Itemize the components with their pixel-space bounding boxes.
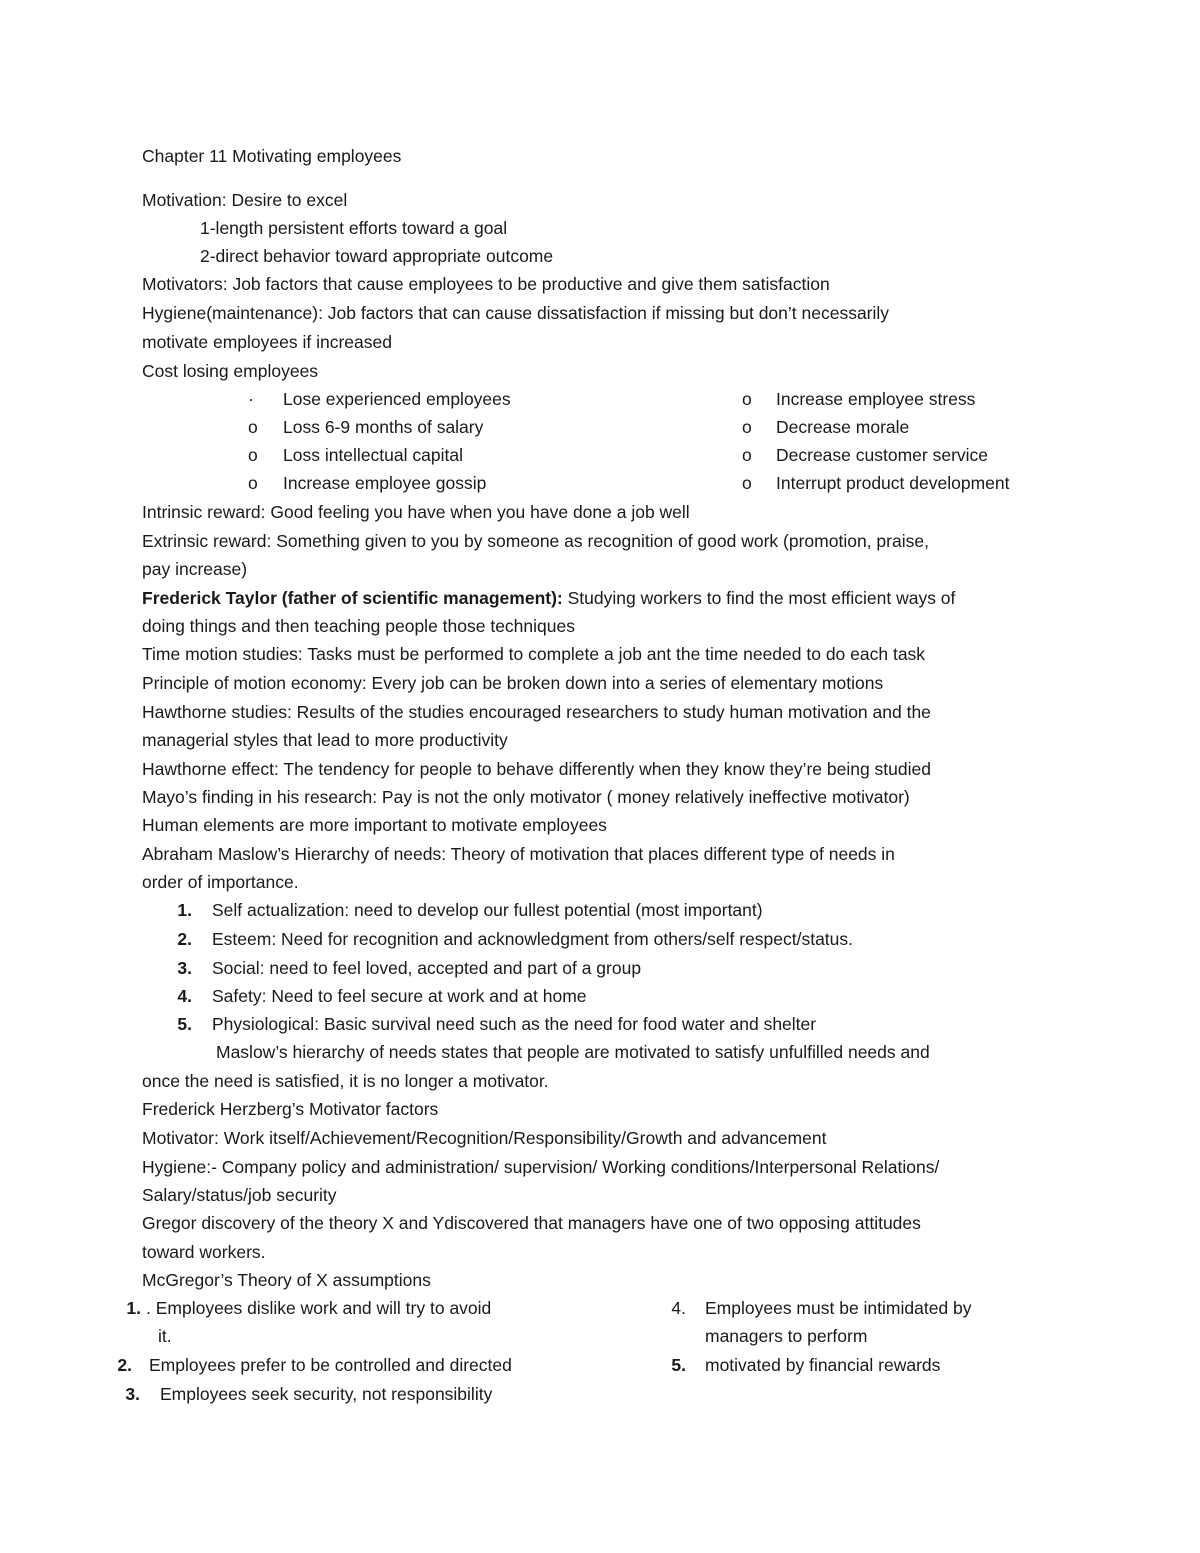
- herzberg-hygiene-cont: Salary/status/job security: [142, 1185, 337, 1205]
- extrinsic-reward: Extrinsic reward: Something given to you by someone as recognition of good work (promotion, praise,: [142, 531, 929, 551]
- list-number: 2.: [117, 1355, 132, 1375]
- theory-x-heading: McGregor’s Theory of X assumptions: [142, 1270, 431, 1290]
- bullet-icon: o: [742, 389, 752, 409]
- bullet-icon: o: [742, 473, 752, 493]
- theory-x-item: Employees prefer to be controlled and directed: [149, 1355, 512, 1375]
- cost-item: Loss intellectual capital: [283, 445, 463, 465]
- taylor-line: [142, 584, 1062, 612]
- theory-x-item: . Employees dislike work and will try to avoid: [146, 1298, 492, 1318]
- maslow-need: Social: need to feel loved, accepted and part of a group: [212, 958, 642, 978]
- maslow-summary: Maslow’s hierarchy of needs states that people are motivated to satisfy unfulfilled needs and: [216, 1042, 930, 1062]
- list-number: 4.: [671, 1298, 686, 1318]
- theory-x-item: motivated by financial rewards: [705, 1355, 941, 1375]
- maslow-summary-cont: once the need is satisfied, it is no longer a motivator.: [142, 1071, 549, 1091]
- theory-x-item: Employees seek security, not responsibility: [160, 1384, 493, 1404]
- extrinsic-reward-cont: pay increase): [142, 559, 248, 579]
- list-number: 1.: [126, 1298, 141, 1318]
- bullet-icon: ·: [248, 389, 254, 409]
- taylor-definition: Studying workers to find the most efficient ways of: [562, 588, 956, 608]
- motivation-item: 2-direct behavior toward appropriate outcome: [200, 246, 554, 266]
- list-number: 3.: [125, 1384, 140, 1404]
- list-number: 2.: [177, 929, 192, 949]
- herzberg-heading: Frederick Herzberg’s Motivator factors: [142, 1099, 439, 1119]
- list-number: 3.: [177, 958, 192, 978]
- hygiene-definition-cont: motivate employees if increased: [142, 332, 392, 352]
- cost-item: Interrupt product development: [776, 473, 1010, 493]
- hawthorne-effect: Hawthorne effect: The tendency for people to behave differently when they know they’re being studied: [142, 759, 931, 779]
- bullet-icon: o: [248, 445, 258, 465]
- list-number: 5.: [177, 1014, 192, 1034]
- cost-item: Loss 6-9 months of salary: [283, 417, 484, 437]
- cost-item: Lose experienced employees: [283, 389, 511, 409]
- maslow-need: Esteem: Need for recognition and acknowledgment from others/self respect/status.: [212, 929, 854, 949]
- human-elements: Human elements are more important to motivate employees: [142, 815, 607, 835]
- motivation-definition: Motivation: Desire to excel: [142, 190, 348, 210]
- maslow-definition-cont: order of importance.: [142, 872, 299, 892]
- bullet-icon: o: [742, 445, 752, 465]
- theory-x-item-cont: managers to perform: [705, 1326, 868, 1346]
- time-motion-studies: Time motion studies: Tasks must be performed to complete a job ant the time needed to do each task: [142, 644, 926, 664]
- list-number: 1.: [177, 900, 192, 920]
- taylor-name: Frederick Taylor (father of scientific management):: [142, 588, 563, 608]
- herzberg-hygiene: Hygiene:- Company policy and administration/ supervision/ Working conditions/Interpersonal Relations/: [142, 1157, 940, 1177]
- mayo-finding: Mayo’s finding in his research: Pay is not the only motivator ( money relatively ineffective motivator): [142, 787, 910, 807]
- bullet-icon: o: [742, 417, 752, 437]
- bullet-icon: o: [248, 473, 258, 493]
- maslow-definition: Abraham Maslow’s Hierarchy of needs: Theory of motivation that places different type of needs in: [142, 844, 895, 864]
- motivators-definition: Motivators: Job factors that cause employees to be productive and give them satisfaction: [142, 274, 830, 294]
- page-title: Chapter 11 Motivating employees: [142, 146, 402, 166]
- hawthorne-studies-cont: managerial styles that lead to more productivity: [142, 730, 508, 750]
- cost-item: Increase employee stress: [776, 389, 976, 409]
- theory-x-item-cont: it.: [158, 1326, 172, 1346]
- herzberg-motivator: Motivator: Work itself/Achievement/Recognition/Responsibility/Growth and advancement: [142, 1128, 827, 1148]
- motivation-item: 1-length persistent efforts toward a goal: [200, 218, 508, 238]
- list-number: 4.: [177, 986, 192, 1006]
- cost-item: Increase employee gossip: [283, 473, 487, 493]
- gregor-discovery-cont: toward workers.: [142, 1242, 266, 1262]
- bullet-icon: o: [248, 417, 258, 437]
- hawthorne-studies: Hawthorne studies: Results of the studies encouraged researchers to study human motivation and the: [142, 702, 931, 722]
- hygiene-definition: Hygiene(maintenance): Job factors that can cause dissatisfaction if missing but don’t necessarily: [142, 303, 890, 323]
- cost-heading: Cost losing employees: [142, 361, 319, 381]
- cost-item: Decrease morale: [776, 417, 910, 437]
- gregor-discovery: Gregor discovery of the theory X and Ydiscovered that managers have one of two opposing attitudes: [142, 1213, 921, 1233]
- cost-item: Decrease customer service: [776, 445, 989, 465]
- maslow-need: Physiological: Basic survival need such as the need for food water and shelter: [212, 1014, 817, 1034]
- list-number: 5.: [671, 1355, 686, 1375]
- taylor-definition-cont: doing things and then teaching people those techniques: [142, 616, 575, 636]
- maslow-need: Safety: Need to feel secure at work and at home: [212, 986, 587, 1006]
- intrinsic-reward: Intrinsic reward: Good feeling you have when you have done a job well: [142, 502, 690, 522]
- theory-x-item: Employees must be intimidated by: [705, 1298, 972, 1318]
- motion-economy: Principle of motion economy: Every job can be broken down into a series of elementary motions: [142, 673, 884, 693]
- maslow-need: Self actualization: need to develop our fullest potential (most important): [212, 900, 763, 920]
